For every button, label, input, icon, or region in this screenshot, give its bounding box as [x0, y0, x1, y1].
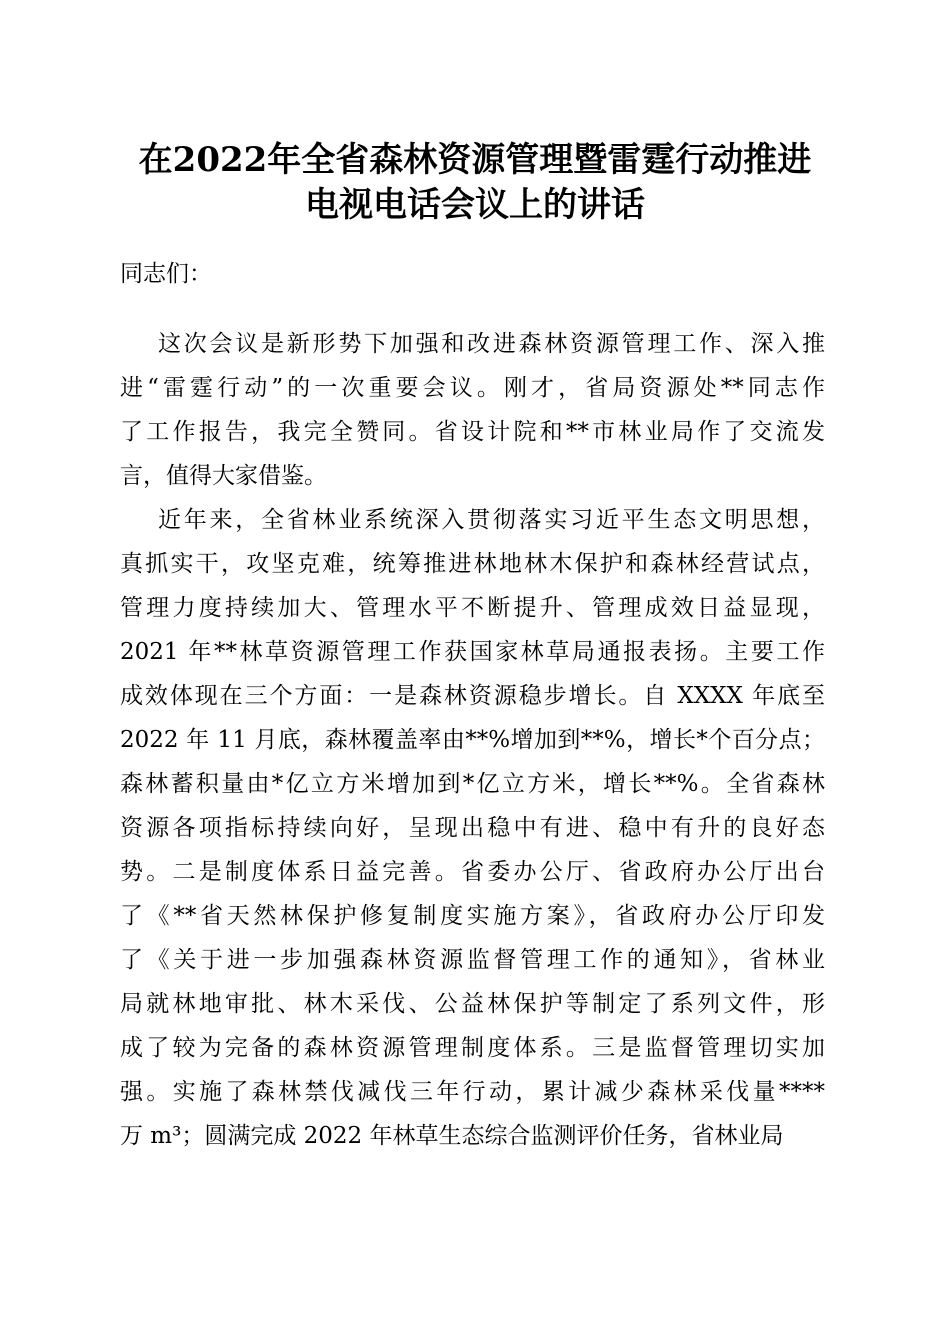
paragraph-line: 近年来，全省林业系统深入贯彻落实习近平生态文明思想，	[158, 507, 825, 533]
paragraphs	[120, 322, 825, 1158]
paragraph-line: 2022 年 11 月底，森林覆盖率由**%增加到**%，增长*个百分点；	[120, 727, 825, 753]
salutation: 同志们：	[120, 261, 212, 287]
paragraph-line: 2021 年**林草资源管理工作获国家林草局通报表扬。主要工作	[120, 639, 825, 665]
paragraph	[120, 498, 825, 1158]
paragraph-line: 万 m³；圆满完成 2022 年林草生态综合监测评价任务，省林业局	[120, 1123, 784, 1149]
paragraph	[120, 322, 825, 498]
paragraph-line: 言，值得大家借鉴。	[120, 463, 327, 489]
title-line-2: 电视电话会议上的讲话	[305, 185, 645, 225]
paragraph-line: 了《**省天然林保护修复制度实施方案》，省政府办公厅印发	[120, 903, 825, 929]
paragraph-line: 势。二是制度体系日益完善。省委办公厅、省政府办公厅出台	[120, 859, 825, 885]
paragraph-line: 管理力度持续加大、管理水平不断提升、管理成效日益显现，	[120, 595, 825, 621]
paragraph-line: 进“雷霆行动”的一次重要会议。刚才，省局资源处**同志作	[120, 375, 825, 401]
paragraph-line: 成效体现在三个方面：一是森林资源稳步增长。自 XXXX 年底至	[120, 683, 825, 709]
paragraph-line: 真抓实干，攻坚克难，统筹推进林地林木保护和森林经营试点，	[120, 551, 825, 577]
paragraph-line: 局就林地审批、林木采伐、公益林保护等制定了系列文件，形	[120, 991, 825, 1017]
document-body	[120, 252, 825, 1158]
paragraph-line: 了《关于进一步加强森林资源监督管理工作的通知》，省林业	[120, 947, 825, 973]
paragraph-line: 了工作报告，我完全赞同。省设计院和**市林业局作了交流发	[120, 419, 825, 445]
paragraph-line: 这次会议是新形势下加强和改进森林资源管理工作、深入推	[158, 331, 825, 357]
paragraph-line: 成了较为完备的森林资源管理制度体系。三是监督管理切实加	[120, 1035, 825, 1061]
document-title	[0, 138, 950, 228]
paragraph-line: 森林蓄积量由*亿立方米增加到*亿立方米，增长**%。全省森林	[120, 771, 825, 797]
paragraph-line: 资源各项指标持续向好，呈现出稳中有进、稳中有升的良好态	[120, 815, 825, 841]
paragraph-line: 强。实施了森林禁伐减伐三年行动，累计减少森林采伐量****	[120, 1079, 825, 1105]
title-line-1: 在2022年全省森林资源管理暨雷霆行动推进	[138, 140, 812, 180]
